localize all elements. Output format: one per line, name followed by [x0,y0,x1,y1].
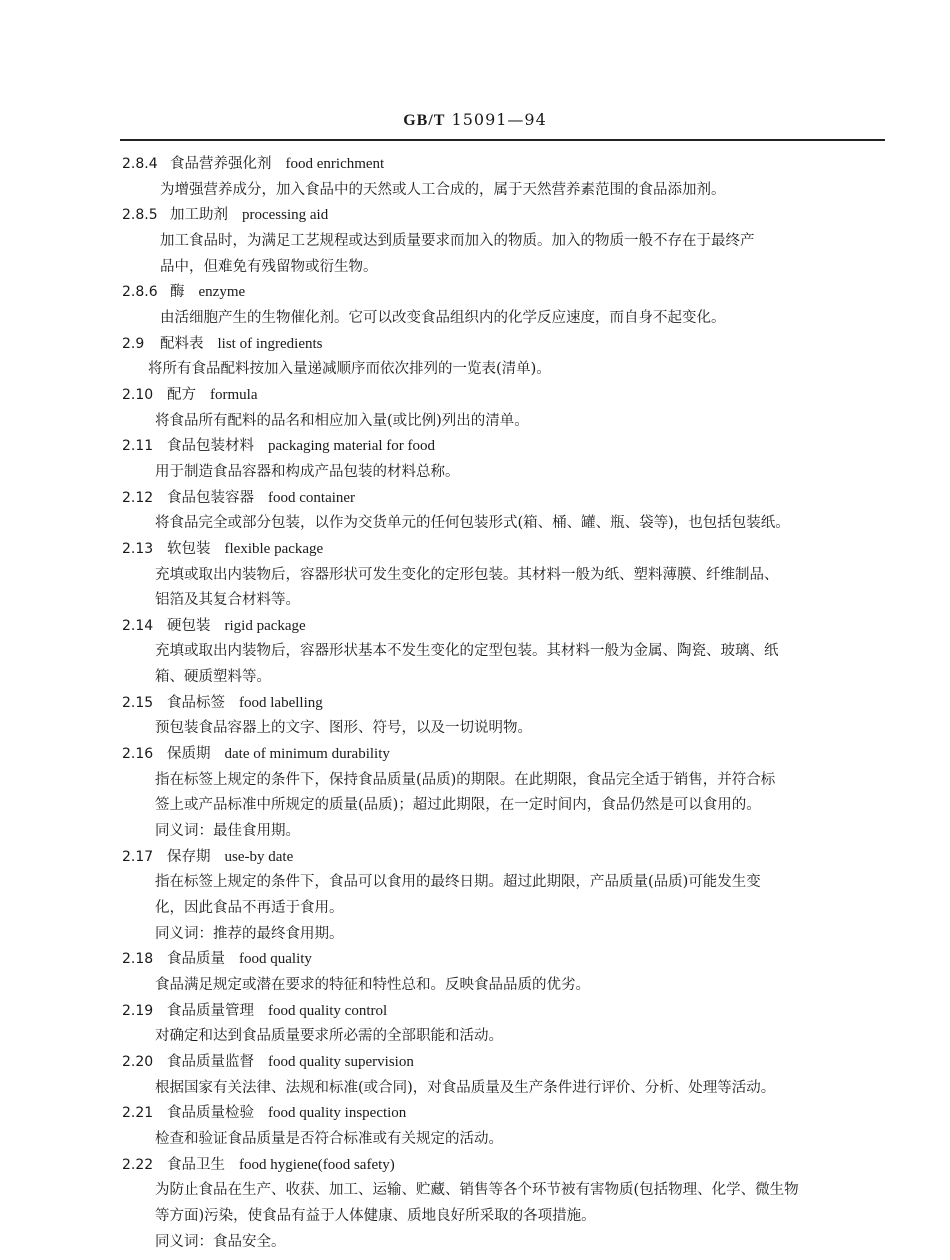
term-chinese: 食品卫生 [167,1156,225,1173]
term-heading [122,280,892,306]
term-entry [122,742,892,845]
standard-code: GB/T [403,112,446,129]
term-entry [122,486,892,537]
term-number: 2.8.4 [122,156,158,172]
term-chinese: 食品包装容器 [167,489,254,506]
definition-line: 用于制造食品容器和构成产品包装的材料总称。 [155,463,460,480]
definition-line: 铝箔及其复合材料等。 [155,592,300,609]
term-heading [122,1050,892,1076]
definition-line: 将食品完全或部分包装，以作为交货单元的任何包装形式(箱、桶、罐、瓶、袋等)，也包括包装纸。 [155,515,790,532]
term-entry [122,1101,892,1152]
term-heading [122,383,892,409]
term-entry [122,691,892,742]
term-number: 2.8.5 [122,207,158,224]
definition-line: 签上或产品标准中所规定的质量(品质)；超过此期限，在一定时间内，食品仍然是可以食用的。 [155,797,761,814]
term-heading [122,486,892,512]
term-entry [122,537,892,614]
term-heading [122,332,892,358]
definition-line: 食品满足规定或潜在要求的特征和特性总和。反映食品品质的优劣。 [155,977,590,993]
term-chinese: 软包装 [167,540,211,557]
term-english: rigid package [224,617,306,634]
term-english: food quality control [268,1002,388,1019]
document-header [0,110,950,130]
term-english: date of minimum durability [224,746,390,763]
term-chinese: 酶 [170,284,185,301]
term-entry [122,999,892,1050]
term-english: food container [268,489,356,506]
term-chinese: 保质期 [167,746,211,763]
term-chinese: 食品质量检验 [167,1105,254,1122]
term-number: 2.18 [122,951,154,968]
definition-line: 将食品所有配料的品名和相应加入量(或比例)列出的清单。 [155,412,529,429]
term-chinese: 食品标签 [167,694,225,711]
term-english: flexible package [224,540,324,557]
definition-line: 等方面)污染，使食品有益于人体健康、质地良好所采取的各项措施。 [155,1207,596,1224]
term-chinese: 硬包装 [167,617,211,634]
definition-line: 预包装食品容器上的文字、图形、符号，以及一切说明物。 [155,720,532,737]
term-entry [122,280,892,331]
term-entry [122,845,892,948]
term-heading [122,537,892,563]
term-number: 2.8.6 [122,284,158,301]
term-english: use-by date [224,848,294,865]
definition-line: 充填或取出内装物后，容器形状可发生变化的定形包装。其材料一般为纸、塑料薄膜、纤维制品、 [155,566,779,583]
term-chinese: 食品质量监督 [167,1053,254,1070]
term-english: food quality [239,951,312,968]
definition-line: 箱、硬质塑料等。 [155,669,271,686]
definition-line: 同义词：最佳食用期。 [155,823,300,840]
term-english: food enrichment [285,156,385,172]
term-chinese: 配料表 [160,335,204,352]
term-english: food hygiene(food safety) [239,1156,395,1173]
term-chinese: 食品营养强化剂 [170,156,272,172]
header-rule [120,139,885,141]
term-heading [122,845,892,871]
term-chinese: 保存期 [167,848,211,865]
definition-line: 充填或取出内装物后，容器形状基本不发生变化的定型包装。其材料一般为金属、陶瓷、玻璃、纸 [155,643,779,660]
term-number: 2.17 [122,848,154,865]
definition-line: 同义词：食品安全。 [155,1233,286,1250]
term-heading [122,434,892,460]
term-entry [122,434,892,485]
definition-line: 对确定和达到食品质量要求所必需的全部职能和活动。 [155,1028,503,1045]
term-heading [122,614,892,640]
term-chinese: 食品质量管理 [167,1002,254,1019]
term-list [122,152,892,1255]
definition-line: 指在标签上规定的条件下，食品可以食用的最终日期。超过此期限，产品质量(品质)可能发生变 [155,874,761,891]
definition-line: 加工食品时，为满足工艺规程或达到质量要求而加入的物质。加入的物质一般不存在于最终产 [160,232,755,249]
term-number: 2.14 [122,617,154,634]
term-entry [122,1153,892,1256]
term-entry [122,383,892,434]
term-entry [122,1050,892,1101]
term-heading [122,152,892,178]
term-heading [122,1153,892,1179]
term-entry [122,152,892,203]
term-english: enzyme [198,284,246,301]
term-heading [122,691,892,717]
definition-line: 为增强营养成分，加入食品中的天然或人工合成的，属于天然营养素范围的食品添加剂。 [160,181,726,198]
term-chinese: 加工助剂 [170,207,228,224]
term-number: 2.22 [122,1156,154,1173]
term-entry [122,614,892,691]
term-heading [122,999,892,1025]
term-number: 2.12 [122,489,154,506]
term-number: 2.20 [122,1053,154,1070]
definition-line: 由活细胞产生的生物催化剂。它可以改变食品组织内的化学反应速度，而自身不起变化。 [160,309,726,326]
term-chinese: 食品质量 [167,951,225,968]
term-entry [122,203,892,280]
term-english: food quality inspection [268,1105,407,1122]
term-heading [122,1101,892,1127]
term-number: 2.9 [122,335,145,352]
term-english: processing aid [242,207,329,224]
term-english: food quality supervision [268,1053,414,1070]
definition-line: 品中，但难免有残留物或衍生物。 [160,258,378,275]
term-english: list of ingredients [217,335,323,352]
term-heading [122,203,892,229]
term-english: packaging material for food [268,438,436,455]
definition-line: 指在标签上规定的条件下，保持食品质量(品质)的期限。在此期限，食品完全适于销售，并符合标 [155,771,776,788]
term-heading [122,947,892,973]
definition-line: 化，因此食品不再适于食用。 [155,900,344,917]
definition-line: 检查和验证食品质量是否符合标准或有关规定的活动。 [155,1130,503,1147]
definition-line: 为防止食品在生产、收获、加工、运输、贮藏、销售等各个环节被有害物质(包括物理、化学、微生物 [155,1182,799,1199]
term-number: 2.19 [122,1002,154,1019]
term-chinese: 食品包装材料 [167,438,254,455]
term-number: 2.11 [122,438,154,455]
term-number: 2.21 [122,1105,154,1122]
term-chinese: 配方 [167,386,196,403]
term-number: 2.13 [122,540,154,557]
term-english: food labelling [239,694,323,711]
term-number: 2.16 [122,746,154,763]
term-number: 2.15 [122,694,154,711]
term-number: 2.10 [122,386,154,403]
term-entry [122,947,892,998]
term-english: formula [210,386,258,403]
term-entry [122,332,892,383]
definition-line: 同义词：推荐的最终食用期。 [155,925,344,942]
term-heading [122,742,892,768]
standard-number: 15091—94 [451,110,547,129]
definition-line: 将所有食品配料按加入量递减顺序而依次排列的一览表(清单)。 [148,361,551,378]
definition-line: 根据国家有关法律、法规和标准(或合同)，对食品质量及生产条件进行评价、分析、处理等活动。 [155,1079,776,1096]
